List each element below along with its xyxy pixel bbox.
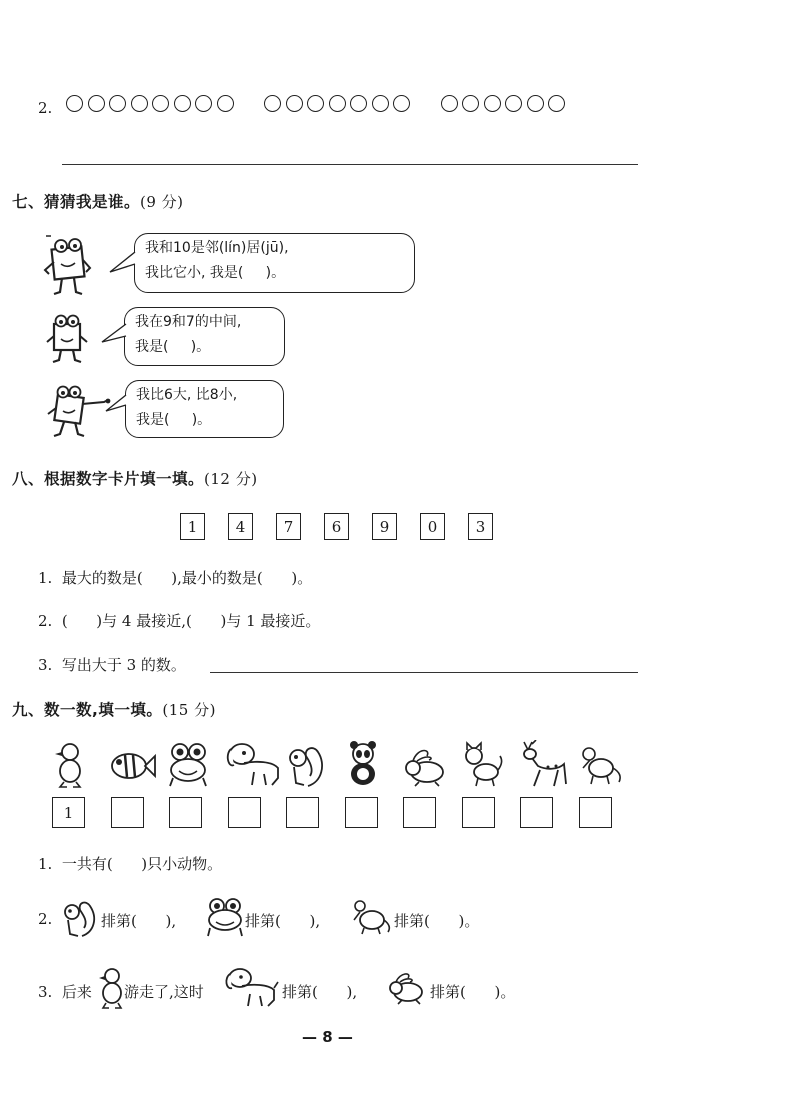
- order-answer-box[interactable]: 1: [52, 797, 85, 828]
- answer-line-s8-q3[interactable]: [210, 672, 638, 673]
- s9-q3-dog-rank[interactable]: 排第( ),: [282, 983, 358, 1001]
- cat-icon: [460, 740, 514, 788]
- q6-item-label: 2.: [38, 99, 53, 117]
- mouse-icon: [577, 740, 631, 788]
- order-answer-box[interactable]: [111, 797, 144, 828]
- drawing-circle[interactable]: [109, 95, 126, 112]
- number-card: 4: [228, 513, 253, 540]
- order-answer-box[interactable]: [169, 797, 202, 828]
- fish-icon: [109, 740, 163, 788]
- s9-q3-rabbit-rank[interactable]: 排第( )。: [430, 983, 516, 1001]
- drawing-circle[interactable]: [505, 95, 522, 112]
- drawing-circle[interactable]: [527, 95, 544, 112]
- bubble-1-line-1: 我和10是邻(lín)居(jū),: [145, 240, 289, 256]
- deer-icon: [518, 740, 572, 788]
- drawing-circle[interactable]: [88, 95, 105, 112]
- bubble-3-tail: [104, 393, 128, 419]
- drawing-circle[interactable]: [329, 95, 346, 112]
- number-card: 9: [372, 513, 397, 540]
- bubble-3-line-1: 我比6大, 比8小,: [136, 387, 238, 403]
- s9-q2-squirrel-rank[interactable]: 排第( ),: [101, 912, 177, 930]
- bubble-1-line-2[interactable]: 我比它小, 我是( )。: [145, 265, 286, 281]
- panda-icon: [343, 740, 397, 788]
- drawing-circle[interactable]: [217, 95, 234, 112]
- frog-inline-icon: [204, 896, 246, 938]
- s8-question-1[interactable]: 1. 最大的数是( ),最小的数是( )。: [38, 569, 313, 587]
- order-answer-box[interactable]: [520, 797, 553, 828]
- square-character-1-icon: [42, 232, 102, 300]
- squirrel-inline-icon: [60, 896, 100, 940]
- order-answer-box[interactable]: [579, 797, 612, 828]
- bubble-1-tail: [108, 250, 138, 280]
- speech-bubble-2: [124, 307, 285, 366]
- duck-icon: [50, 740, 104, 788]
- bubble-3-line-2[interactable]: 我是( )。: [136, 412, 212, 428]
- s9-q2-frog-rank[interactable]: 排第( ),: [245, 912, 321, 930]
- order-answer-box[interactable]: [228, 797, 261, 828]
- speech-bubble-3: [125, 380, 284, 438]
- section-9-title: 九、数一数,填一填。(15 分): [12, 701, 216, 719]
- drawing-circle[interactable]: [484, 95, 501, 112]
- s9-q2-mouse-rank[interactable]: 排第( )。: [394, 912, 480, 930]
- drawing-circle[interactable]: [393, 95, 410, 112]
- order-answer-box[interactable]: [286, 797, 319, 828]
- s9-q3-label: 3. 后来: [38, 983, 92, 1001]
- squirrel-icon: [284, 740, 338, 788]
- s9-question-1[interactable]: 1. 一共有( )只小动物。: [38, 855, 223, 873]
- bubble-2-line-2[interactable]: 我是( )。: [135, 339, 211, 355]
- section-9-points: (15 分): [162, 701, 216, 719]
- answer-line-q6[interactable]: [62, 164, 638, 165]
- drawing-circle[interactable]: [548, 95, 565, 112]
- s9-q3-duck-text: 游走了,这时: [124, 983, 204, 1001]
- dog-inline-icon: [224, 966, 280, 1010]
- circle-rows: [66, 95, 570, 112]
- order-answer-box[interactable]: [345, 797, 378, 828]
- drawing-circle[interactable]: [350, 95, 367, 112]
- duck-inline-icon: [98, 966, 126, 1010]
- order-answer-box[interactable]: [462, 797, 495, 828]
- drawing-circle[interactable]: [131, 95, 148, 112]
- number-cards: [180, 513, 493, 540]
- drawing-circle[interactable]: [152, 95, 169, 112]
- s9-q2-label: 2.: [38, 910, 53, 928]
- drawing-circle[interactable]: [264, 95, 281, 112]
- number-card: 6: [324, 513, 349, 540]
- drawing-circle[interactable]: [307, 95, 324, 112]
- frog-icon: [167, 740, 221, 788]
- section-7-title: 七、猜猜我是谁。(9 分): [12, 193, 184, 211]
- drawing-circle[interactable]: [462, 95, 479, 112]
- drawing-circle[interactable]: [174, 95, 191, 112]
- bubble-2-tail: [100, 322, 128, 350]
- drawing-circle[interactable]: [286, 95, 303, 112]
- answer-box-row: [52, 797, 632, 831]
- number-card: 7: [276, 513, 301, 540]
- rabbit-inline-icon: [386, 970, 430, 1006]
- number-card: 3: [468, 513, 493, 540]
- rabbit-icon: [401, 740, 455, 788]
- drawing-circle[interactable]: [195, 95, 212, 112]
- page-number: — 8 —: [302, 1028, 353, 1046]
- number-card: 0: [420, 513, 445, 540]
- section-7-points: (9 分): [140, 193, 184, 211]
- s8-question-2[interactable]: 2. ( )与 4 最接近,( )与 1 最接近。: [38, 612, 321, 630]
- number-card: 1: [180, 513, 205, 540]
- dog-icon: [226, 740, 280, 788]
- speech-bubble-1: [134, 233, 415, 293]
- drawing-circle[interactable]: [441, 95, 458, 112]
- animal-row: [50, 740, 630, 788]
- section-8-title: 八、根据数字卡片填一填。(12 分): [12, 470, 258, 488]
- drawing-circle[interactable]: [372, 95, 389, 112]
- order-answer-box[interactable]: [403, 797, 436, 828]
- bubble-2-line-1: 我在9和7的中间,: [135, 314, 242, 330]
- section-8-points: (12 分): [204, 470, 258, 488]
- s8-question-3: 3. 写出大于 3 的数。: [38, 656, 186, 674]
- mouse-inline-icon: [348, 898, 394, 936]
- drawing-circle[interactable]: [66, 95, 83, 112]
- square-character-2-icon: [42, 310, 98, 368]
